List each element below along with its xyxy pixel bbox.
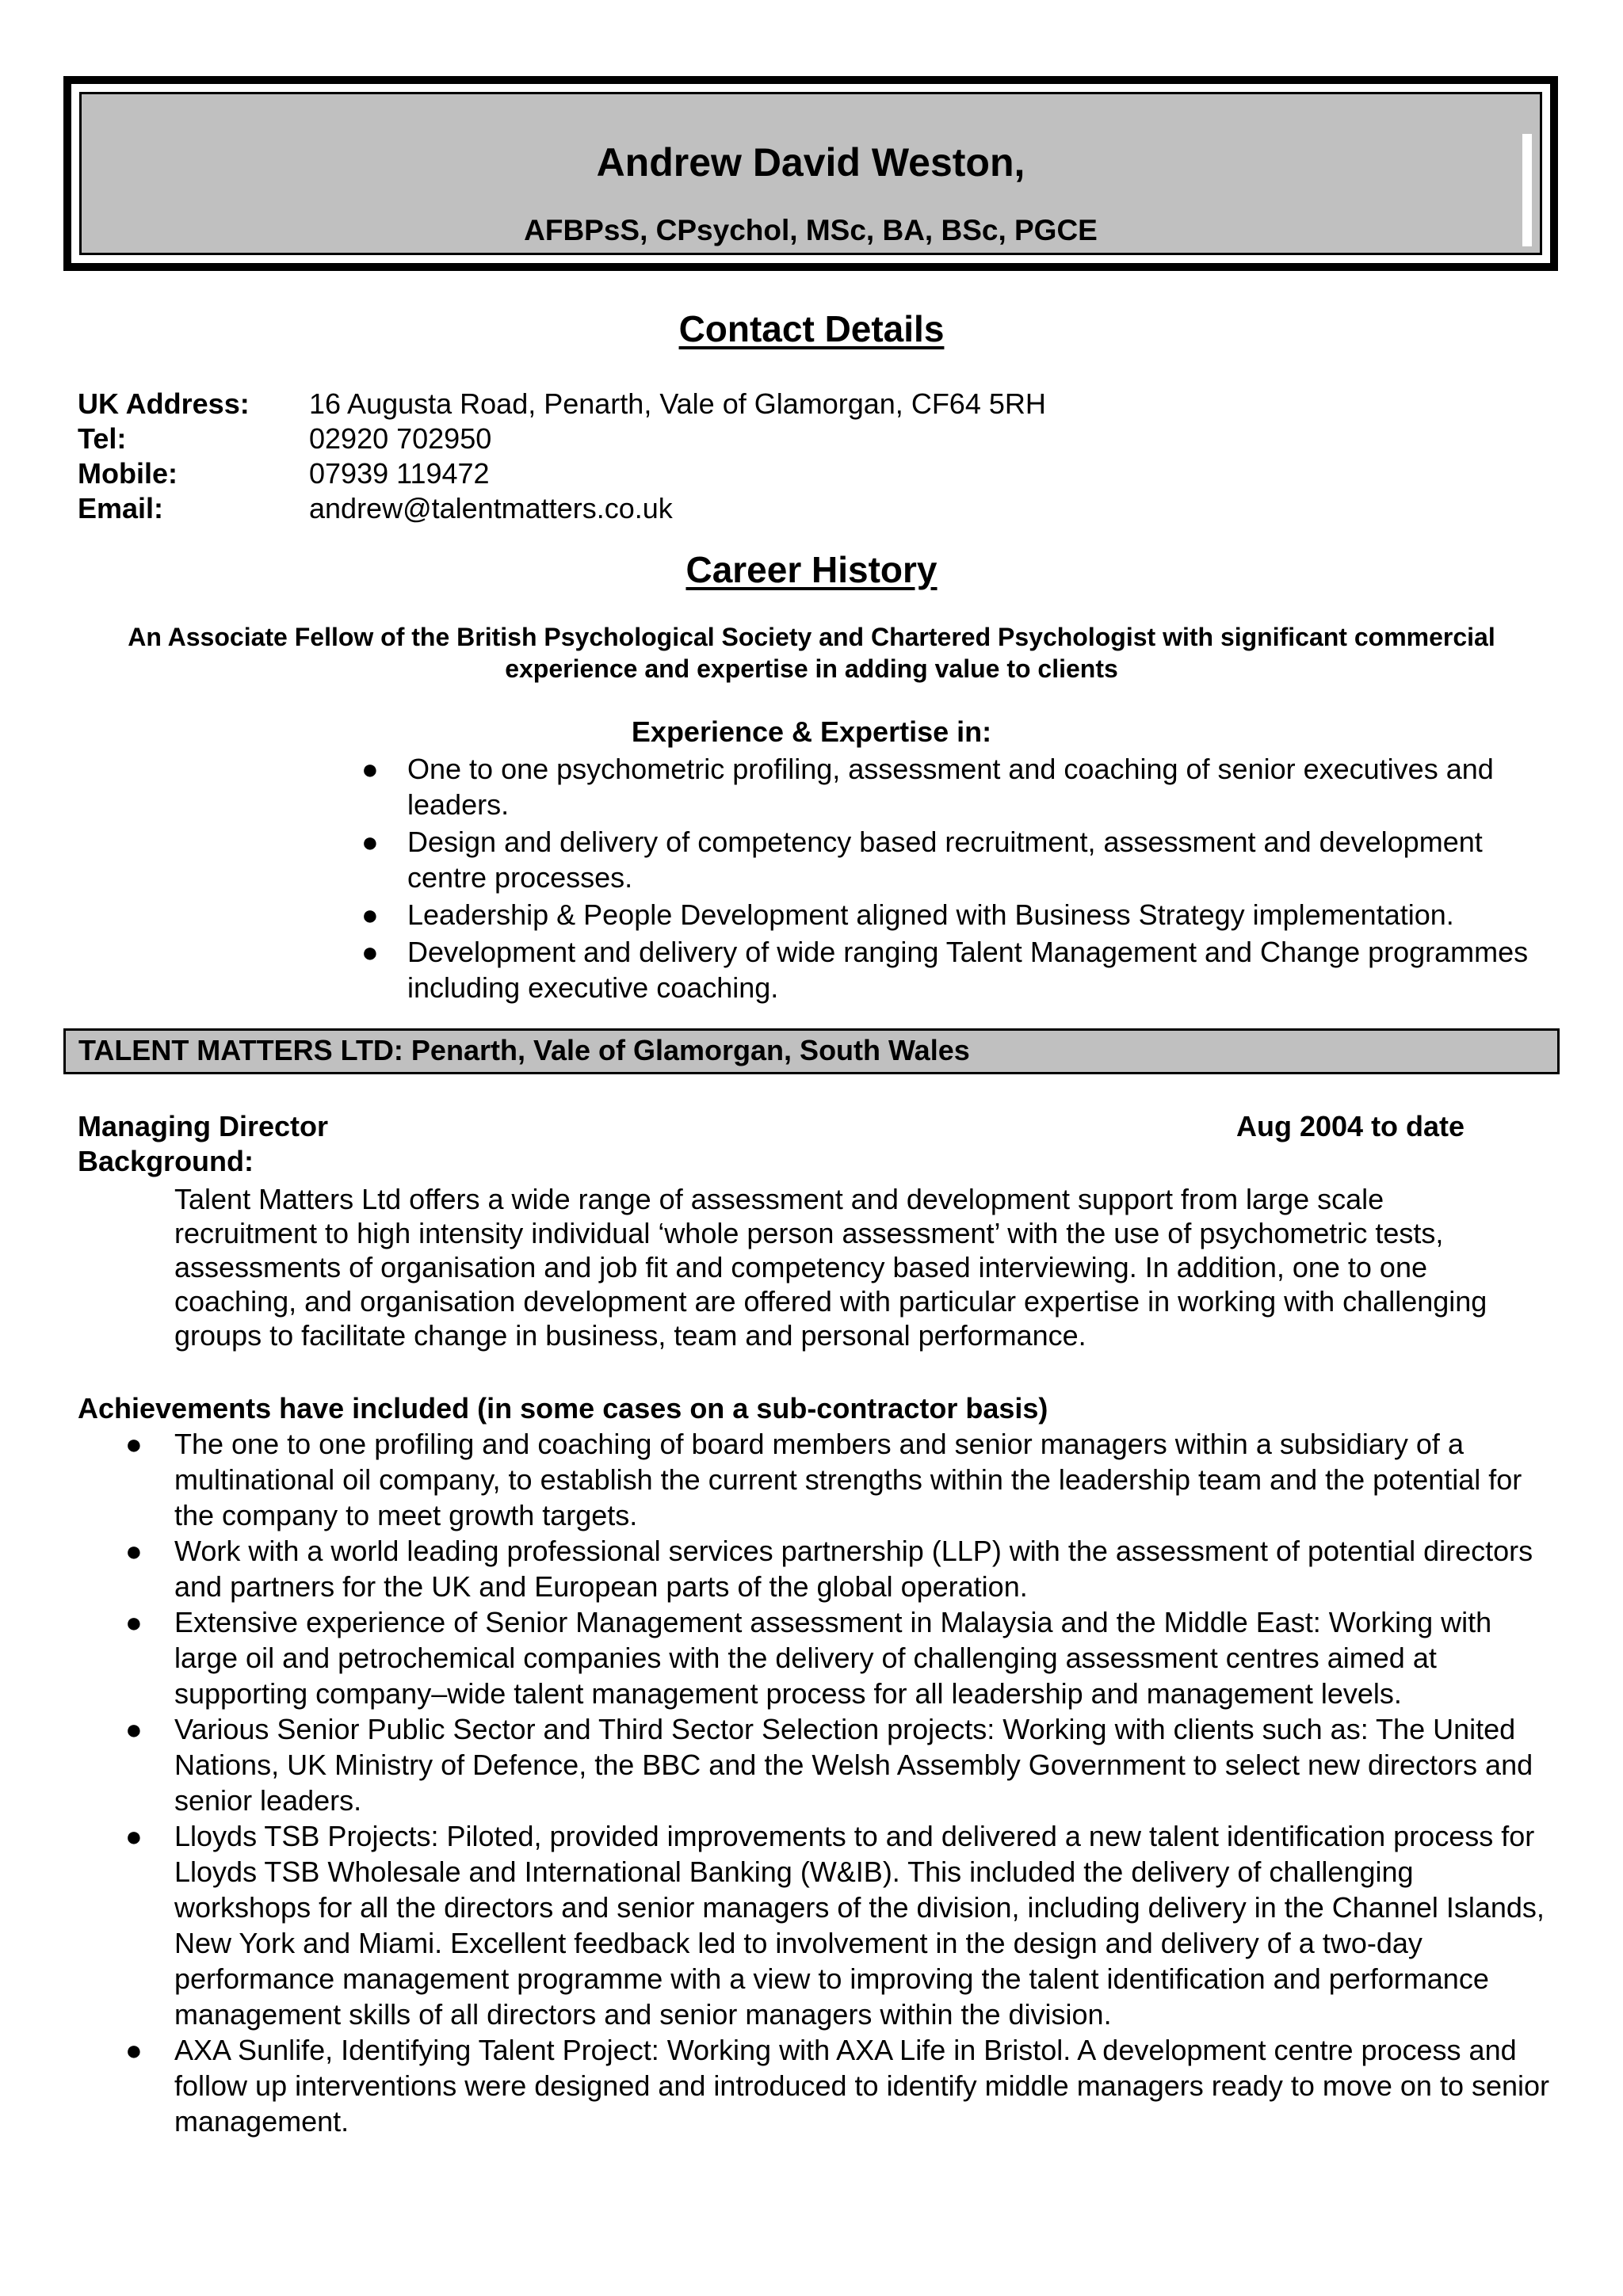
- bullet-icon: ●: [125, 1820, 143, 1852]
- contact-label: UK Address:: [78, 387, 250, 420]
- contact-details-heading: Contact Details: [678, 308, 945, 349]
- bullet-icon: ●: [125, 1713, 143, 1745]
- expertise-heading: Experience & Expertise in:: [631, 715, 992, 748]
- bullet-icon: ●: [125, 1428, 143, 1460]
- mobile-value: 07939 119472: [309, 457, 490, 490]
- bullet-icon: ●: [125, 1606, 143, 1638]
- background-text: Talent Matters Ltd offers a wide range of assessment and development support from large scale recruitment to high intensity individual ‘whole person assessment’ with the use of psychometric tests, assessments of organisation and job fit and competency based interviewing. In addition, one to one coaching, and organisation development are offered with particular expertise in working with challenging groups to facilitate change in business, team and personal performance.: [174, 1183, 1487, 1352]
- role-title: Managing Director: [78, 1110, 329, 1142]
- email-link[interactable]: andrew@talentmatters.co.uk: [309, 492, 673, 524]
- contact-label: Tel:: [78, 422, 127, 455]
- qualifications: AFBPsS, CPsychol, MSc, BA, BSc, PGCE: [524, 214, 1098, 246]
- bullet-icon: ●: [361, 753, 379, 785]
- list-item: ● AXA Sunlife, Identifying Talent Project: Working with AXA Life in Bristol. A development centre process and follow up interventions were designed and introduced to identify middle managers ready to move on to senior management.: [125, 2034, 1550, 2138]
- list-item: ● Various Senior Public Sector and Third Sector Selection projects: Working with clients such as: The United Nations, UK Ministry of Defence, the BBC and the Welsh Assembly Government to select new directors and senior leaders.: [125, 1713, 1533, 1817]
- list-item: ● Work with a world leading professional services partnership (LLP) with the assessment of potential directors and partners for the UK and European parts of the global operation.: [125, 1535, 1533, 1603]
- header-decoration: [1522, 134, 1532, 246]
- bullet-icon: ●: [361, 898, 379, 931]
- list-item: ● Extensive experience of Senior Management assessment in Malaysia and the Middle East: Working with large oil and petrochemical companies with the delivery of challenging assessment centres aimed at supporting company–wide talent management process for all leadership and management levels.: [125, 1606, 1492, 1710]
- bullet-icon: ●: [361, 826, 379, 858]
- bullet-icon: ●: [361, 936, 379, 968]
- list-item: ● Design and delivery of competency based recruitment, assessment and development centre processes.: [361, 826, 1483, 894]
- achievements-heading: Achievements have included (in some cases on a sub-contractor basis): [78, 1392, 1048, 1425]
- career-intro: An Associate Fellow of the British Psychological Society and Chartered Psychologist with significant commercial experience and expertise in adding value to clients: [128, 623, 1495, 683]
- background-label: Background:: [78, 1145, 254, 1177]
- expertise-list: [361, 751, 1549, 1005]
- bullet-icon: ●: [125, 1535, 143, 1567]
- list-item: ● Leadership & People Development aligned with Business Strategy implementation.: [361, 898, 1454, 931]
- bullet-icon: ●: [125, 2034, 143, 2066]
- list-item: ● Lloyds TSB Projects: Piloted, provided improvements to and delivered a new talent identification process for Lloyds TSB Wholesale and International Banking (W&IB). This included the delivery of challenging workshops for all the directors and senior managers of the division, including delivery in the Channel Islands, New York and Miami. Excellent feedback led to involvement in the design and delivery of a two-day performance management programme with a view to improving the talent identification and performance management skills of all directors and senior managers within the division.: [125, 1820, 1545, 2031]
- name-header-fill: [79, 92, 1542, 255]
- address-value: 16 Augusta Road, Penarth, Vale of Glamorgan, CF64 5RH: [309, 387, 1046, 420]
- candidate-name: Andrew David Weston,: [596, 140, 1025, 185]
- tel-value: 02920 702950: [309, 422, 492, 455]
- name-header-box: [63, 76, 1558, 271]
- list-item: ● Development and delivery of wide ranging Talent Management and Change programmes including executive coaching.: [361, 936, 1529, 1004]
- contact-label: Mobile:: [78, 457, 178, 490]
- role-dates: Aug 2004 to date: [1236, 1110, 1465, 1142]
- company-header-bar: TALENT MATTERS LTD: Penarth, Vale of Glamorgan, South Wales: [63, 1028, 1560, 1074]
- career-history-heading: Career History: [685, 549, 938, 590]
- contact-label: Email:: [78, 492, 164, 524]
- list-item: ● One to one psychometric profiling, assessment and coaching of senior executives and leaders.: [361, 753, 1494, 821]
- achievements-list: [125, 1426, 1553, 2139]
- list-item: ● The one to one profiling and coaching of board members and senior managers within a subsidiary of a multinational oil company, to establish the current strengths within the leadership team and the potential for the company to meet growth targets.: [125, 1428, 1522, 1531]
